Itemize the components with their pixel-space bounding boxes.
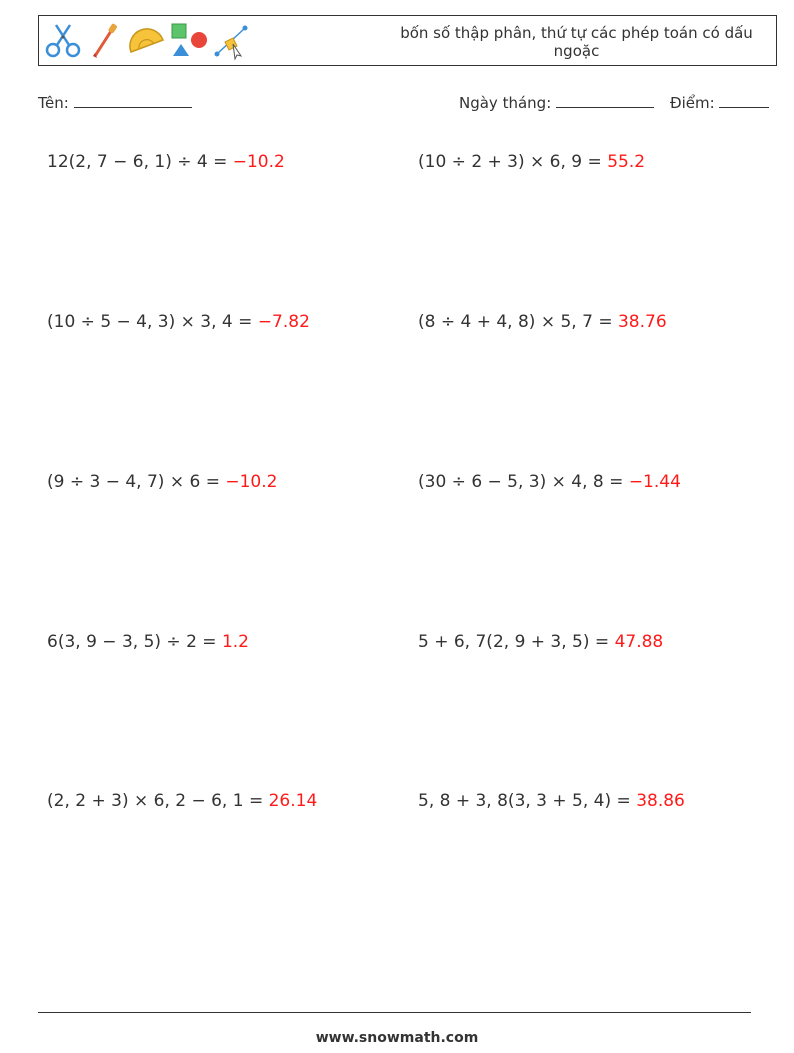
worksheet-header	[38, 15, 777, 66]
problem-expression: (9 ÷ 3 − 4, 7) × 6 =	[47, 472, 226, 492]
problem-3	[47, 312, 310, 332]
problem-5	[47, 472, 277, 492]
problem-answer: 1.2	[221, 632, 249, 652]
problem-6	[418, 472, 681, 492]
problem-9	[47, 791, 317, 811]
problem-7	[47, 632, 249, 652]
problem-expression: (10 ÷ 2 + 3) × 6, 9 =	[418, 152, 608, 172]
name-blank	[74, 93, 192, 108]
problem-expression: (30 ÷ 6 − 5, 3) × 4, 8 =	[418, 472, 629, 492]
problem-answer: 38.76	[617, 312, 667, 332]
score-blank	[719, 93, 769, 108]
problem-expression: 5 + 6, 7(2, 9 + 3, 5) =	[418, 632, 615, 652]
problem-expression: 12(2, 7 − 6, 1) ÷ 4 =	[47, 152, 233, 172]
problem-answer: 38.86	[636, 791, 685, 811]
problem-expression: 5, 8 + 3, 8(3, 3 + 5, 4) =	[418, 791, 637, 811]
problem-4	[418, 312, 667, 332]
date-field	[459, 93, 654, 112]
problem-2	[418, 152, 645, 172]
problem-expression: (8 ÷ 4 + 4, 8) × 5, 7 =	[418, 312, 618, 332]
problem-answer: −10.2	[225, 472, 278, 492]
worksheet-title: bốn số thập phân, thứ tự các phép toán có dấu ngoặc	[400, 24, 753, 60]
problem-8	[418, 632, 663, 652]
protractor-icon	[127, 20, 167, 62]
footer-divider	[38, 1012, 751, 1013]
problem-expression: (2, 2 + 3) × 6, 2 − 6, 1 =	[47, 791, 269, 811]
pen-tool-icon	[211, 20, 251, 62]
scissors-icon	[43, 20, 83, 62]
footer-website[interactable]: www.snowmath.com	[315, 1030, 479, 1046]
shapes-icon	[169, 20, 209, 62]
score-label: Điểm:	[670, 94, 715, 112]
paintbrush-icon	[85, 20, 125, 62]
problem-answer: 55.2	[607, 152, 646, 172]
name-label: Tên:	[38, 94, 69, 112]
score-field	[670, 93, 769, 112]
problem-answer: −7.82	[257, 312, 310, 332]
date-label: Ngày tháng:	[459, 94, 552, 112]
problem-1	[47, 152, 285, 172]
problem-expression: 6(3, 9 − 3, 5) ÷ 2 =	[47, 632, 222, 652]
header-icons	[43, 19, 253, 63]
name-field	[38, 93, 192, 112]
problem-10	[418, 791, 685, 811]
problem-answer: 47.88	[614, 632, 664, 652]
problem-answer: 26.14	[268, 791, 318, 811]
date-blank	[556, 93, 654, 108]
problem-expression: (10 ÷ 5 − 4, 3) × 3, 4 =	[47, 312, 258, 332]
problem-answer: −10.2	[232, 152, 285, 172]
problem-answer: −1.44	[628, 472, 681, 492]
